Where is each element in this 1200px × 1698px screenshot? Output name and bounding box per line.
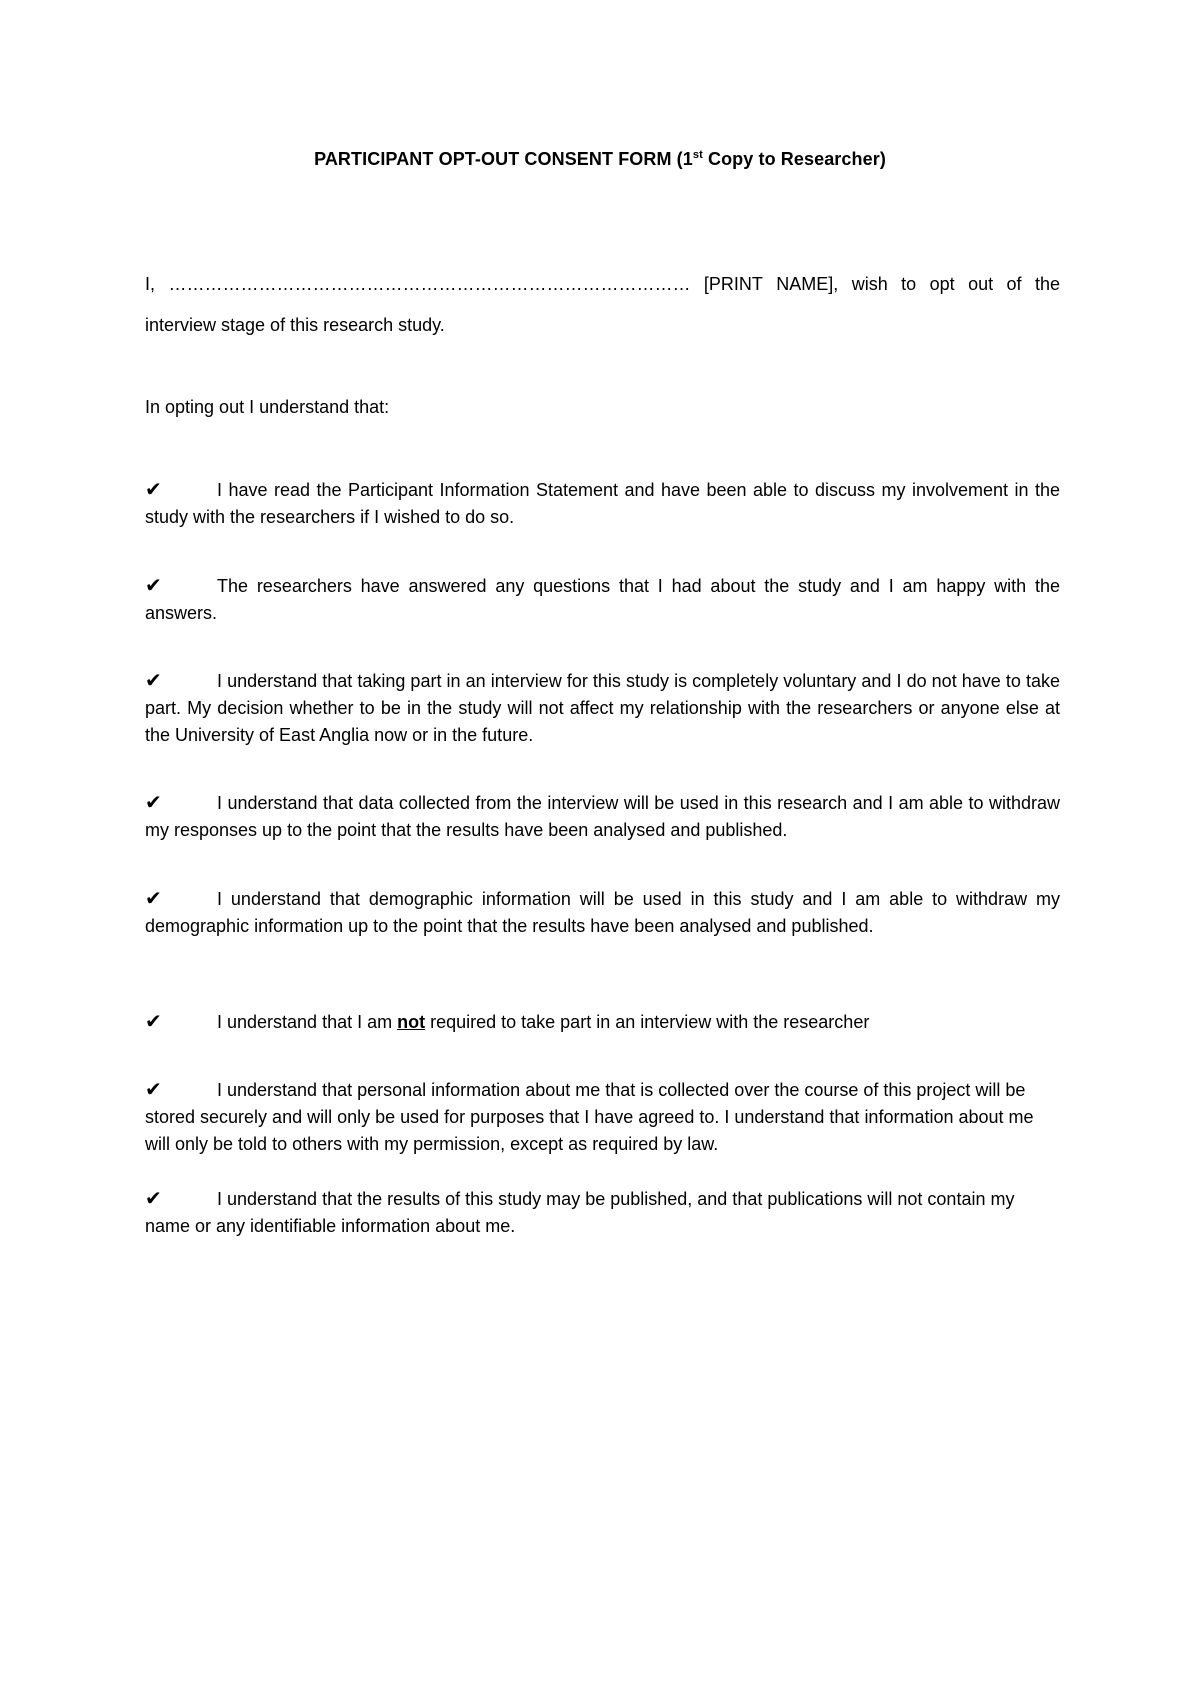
consent-item-text: The researchers have answered any questions that I had about the study and I am happy with the answers. (145, 576, 1060, 623)
declaration-word: out (968, 274, 994, 294)
declaration-word: of (1006, 274, 1022, 294)
consent-item (145, 668, 1060, 749)
consent-item (145, 1077, 1060, 1158)
checkmark-icon: ✔ (145, 1077, 162, 1101)
checkmark-icon: ✔ (145, 1186, 162, 1210)
intro-text: In opting out I understand that: (145, 397, 390, 417)
declaration-word: wish (851, 274, 888, 294)
checkmark-icon: ✔ (145, 790, 162, 814)
declaration-prefix: I, (145, 274, 156, 294)
consent-item (145, 1186, 1060, 1240)
emphasis-not: not (397, 1012, 426, 1032)
consent-item-text-after: required to take part in an interview with the researcher (425, 1012, 870, 1032)
form-title (0, 149, 1200, 170)
consent-item (145, 573, 1060, 627)
consent-item-text: I have read the Participant Information Statement and have been able to discuss my involvement in the study with the researchers if I wished to do so. (145, 480, 1060, 527)
consent-item (145, 1009, 1060, 1036)
declaration-word: to (901, 274, 917, 294)
checkmark-icon: ✔ (145, 1009, 162, 1033)
declaration-line-1 (145, 274, 1060, 295)
consent-item-text: I understand that taking part in an interview for this study is completely voluntary and I do not have to take part. My decision whether to be in the study will not affect my relationship with the researchers or anyone else at the University of East Anglia now or in the future. (145, 671, 1060, 745)
consent-item-text: I understand that demographic information will be used in this study and I am able to withdraw my demographic information up to the point that the results have been analysed and published. (145, 889, 1060, 936)
consent-item-text: I understand that data collected from the interview will be used in this research and I am able to withdraw my responses up to the point that the results have been analysed and published. (145, 793, 1060, 840)
declaration-word: the (1034, 274, 1060, 294)
title-main: PARTICIPANT OPT-OUT CONSENT FORM (1 (314, 149, 693, 169)
checkmark-icon: ✔ (145, 886, 162, 910)
checkmark-icon: ✔ (145, 573, 162, 597)
print-label: [PRINT (703, 274, 763, 294)
title-suffix: Copy to Researcher) (702, 149, 886, 169)
checkmark-icon: ✔ (145, 668, 162, 692)
consent-item (145, 477, 1060, 531)
consent-item-text: I understand that personal information about me that is collected over the course of this project will be stored securely and will only be used for purposes that I have agreed to. I understand that information about me will only be told to others with my permission, except as required by law. (145, 1080, 1034, 1154)
consent-item (145, 790, 1060, 844)
consent-item (145, 886, 1060, 940)
name-blank-dots: …………………………………………………………………………… (168, 274, 691, 294)
consent-item-text: I understand that the results of this study may be published, and that publications will not contain my name or any identifiable information about me. (145, 1189, 1015, 1236)
checkmark-icon: ✔ (145, 477, 162, 501)
declaration-word: opt (929, 274, 955, 294)
name-label: NAME], (776, 274, 839, 294)
consent-item-text-before: I understand that I am (217, 1012, 398, 1032)
declaration-line-2: interview stage of this research study. (145, 315, 445, 335)
title-superscript: st (692, 149, 703, 161)
